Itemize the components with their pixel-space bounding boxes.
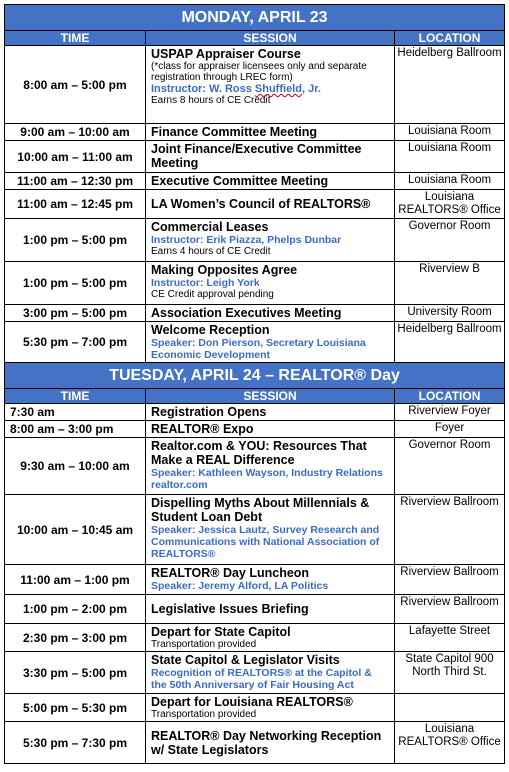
- time-cell: 5:30 pm – 7:00 pm: [5, 322, 146, 363]
- time-column-header: TIME: [5, 389, 146, 404]
- location-cell: Louisiana REALTORS® Office: [395, 722, 505, 764]
- time-cell: 9:00 am – 10:00 am: [5, 124, 146, 141]
- time-cell: 2:30 pm – 3:00 pm: [5, 624, 146, 652]
- location-cell: Riverview Ballroom: [395, 495, 505, 565]
- session-title: REALTOR® Day Networking Reception w/ State Legislators: [151, 728, 382, 757]
- session-title: Finance Committee Meeting: [151, 125, 317, 139]
- table-row: [5, 322, 505, 363]
- table-row: [5, 219, 505, 262]
- session-cell: [146, 404, 395, 421]
- time-cell: 11:00 am – 1:00 pm: [5, 565, 146, 595]
- session-speaker: Recognition of REALTORS® at the Capitol & the 50th Anniversary of Fair Housing Act: [151, 667, 372, 691]
- session-note: Transportation provided: [151, 709, 257, 720]
- session-title: Realtor.com & YOU: Resources That Make a REAL Difference: [151, 439, 367, 467]
- session-title: Depart for Louisiana REALTORS®: [151, 695, 353, 709]
- location-cell: Riverview B: [395, 262, 505, 305]
- session-cell: [146, 722, 395, 764]
- time-cell: 8:00 am – 5:00 pm: [5, 46, 146, 124]
- session-title: LA Women’s Council of REALTORS®: [151, 197, 371, 211]
- session-cell: [146, 219, 395, 262]
- session-title: Welcome Reception: [151, 323, 270, 337]
- table-row: [5, 495, 505, 565]
- time-cell: 9:30 am – 10:00 am: [5, 438, 146, 495]
- table-row: [5, 722, 505, 764]
- location-cell: Heidelberg Ballroom: [395, 46, 505, 124]
- tuesday-column-headers: [5, 389, 505, 404]
- session-title: USPAP Appraiser Course: [151, 47, 301, 61]
- table-row: [5, 190, 505, 219]
- session-speaker: Instructor: Erik Piazza, Phelps Dunbar: [151, 234, 342, 246]
- time-cell: 3:00 pm – 5:00 pm: [5, 305, 146, 322]
- session-cell: [146, 421, 395, 438]
- session-speaker: Speaker: Jeremy Alford, LA Politics: [151, 580, 329, 592]
- session-title: Dispelling Myths About Millennials & Student Loan Debt: [151, 496, 370, 524]
- session-speaker: Speaker: Jessica Lautz, Survey Research and Communications with National Association of REALTORS®: [151, 524, 380, 560]
- session-credit: Earns 4 hours of CE Credit: [151, 246, 271, 257]
- monday-day-header: MONDAY, APRIL 23: [5, 5, 505, 31]
- session-credit: Earns 8 hours of CE Credit: [151, 95, 271, 106]
- location-cell: Riverview Ballroom: [395, 595, 505, 624]
- time-cell: 10:00 am – 10:45 am: [5, 495, 146, 565]
- table-row: [5, 438, 505, 495]
- time-column-header: TIME: [5, 31, 146, 46]
- session-cell: [146, 124, 395, 141]
- table-row: [5, 652, 505, 694]
- session-title: REALTOR® Day Luncheon: [151, 566, 310, 580]
- session-title: Joint Finance/Executive Committee Meeting: [151, 142, 362, 170]
- time-cell: 7:30 am: [5, 404, 146, 421]
- session-speaker: Instructor: W. Ross Shuffield, Jr.: [151, 83, 321, 95]
- location-cell: Foyer: [395, 421, 505, 438]
- location-cell: [395, 694, 505, 722]
- session-note: Transportation provided: [151, 639, 257, 650]
- time-cell: 10:00 am – 11:00 am: [5, 141, 146, 173]
- session-cell: [146, 595, 395, 624]
- location-cell: Riverview Foyer: [395, 404, 505, 421]
- tuesday-day-header: TUESDAY, APRIL 24 – REALTOR® Day: [5, 363, 505, 389]
- table-row: [5, 46, 505, 124]
- location-column-header: LOCATION: [395, 389, 505, 404]
- session-cell: [146, 262, 395, 305]
- session-speaker: Instructor: Leigh York: [151, 277, 260, 289]
- session-cell: [146, 173, 395, 190]
- session-speaker: Speaker: Kathleen Wayson, Industry Relations realtor.com: [151, 467, 383, 491]
- location-cell: State Capitol 900 North Third St.: [395, 652, 505, 694]
- session-speaker: Speaker: Don Pierson, Secretary Louisiana Economic Development: [151, 337, 366, 361]
- location-cell: Governor Room: [395, 219, 505, 262]
- table-row: [5, 624, 505, 652]
- session-credit: CE Credit approval pending: [151, 289, 274, 300]
- monday-column-headers: [5, 31, 505, 46]
- session-cell: [146, 652, 395, 694]
- location-cell: Louisiana Room: [395, 173, 505, 190]
- time-cell: 1:00 pm – 2:00 pm: [5, 595, 146, 624]
- session-cell: [146, 495, 395, 565]
- session-title: Legislative Issues Briefing: [151, 602, 309, 616]
- session-title: Commercial Leases: [151, 220, 269, 234]
- table-row: [5, 262, 505, 305]
- time-cell: 1:00 pm – 5:00 pm: [5, 219, 146, 262]
- session-title: Registration Opens: [151, 405, 267, 419]
- location-cell: Louisiana REALTORS® Office: [395, 190, 505, 219]
- session-cell: [146, 322, 395, 363]
- time-cell: 1:00 pm – 5:00 pm: [5, 262, 146, 305]
- session-cell: [146, 438, 395, 495]
- table-row: [5, 305, 505, 322]
- session-cell: [146, 190, 395, 219]
- time-cell: 5:30 pm – 7:30 pm: [5, 722, 146, 764]
- time-cell: 11:00 am – 12:30 pm: [5, 173, 146, 190]
- session-title: Executive Committee Meeting: [151, 174, 329, 188]
- location-cell: Governor Room: [395, 438, 505, 495]
- schedule: [4, 4, 504, 764]
- session-note: (*class for appraiser licensees only and separate registration through LREC form): [151, 61, 367, 83]
- location-cell: University Room: [395, 305, 505, 322]
- location-cell: Louisiana Room: [395, 141, 505, 173]
- table-row: [5, 124, 505, 141]
- session-title: Association Executives Meeting: [151, 306, 342, 320]
- schedule-table: [4, 4, 505, 764]
- time-cell: 3:30 pm – 5:00 pm: [5, 652, 146, 694]
- session-cell: [146, 141, 395, 173]
- table-row: [5, 421, 505, 438]
- session-title: State Capitol & Legislator Visits: [151, 653, 340, 667]
- session-column-header: SESSION: [146, 389, 395, 404]
- table-row: [5, 173, 505, 190]
- session-cell: [146, 46, 395, 124]
- table-row: [5, 404, 505, 421]
- session-title: REALTOR® Expo: [151, 422, 254, 436]
- session-cell: [146, 305, 395, 322]
- location-cell: Heidelberg Ballroom: [395, 322, 505, 363]
- session-title: Making Opposites Agree: [151, 263, 298, 277]
- table-row: [5, 595, 505, 624]
- location-cell: Riverview Ballroom: [395, 565, 505, 595]
- location-cell: Lafayette Street: [395, 624, 505, 652]
- session-cell: [146, 694, 395, 722]
- table-row: [5, 565, 505, 595]
- time-cell: 5:00 pm – 5:30 pm: [5, 694, 146, 722]
- session-cell: [146, 624, 395, 652]
- time-cell: 8:00 am – 3:00 pm: [5, 421, 146, 438]
- table-row: [5, 141, 505, 173]
- session-title: Depart for State Capitol: [151, 625, 291, 639]
- table-row: [5, 694, 505, 722]
- spellcheck-underlined-word: Shuffield: [254, 83, 302, 95]
- session-column-header: SESSION: [146, 31, 395, 46]
- location-cell: Louisiana Room: [395, 124, 505, 141]
- session-cell: [146, 565, 395, 595]
- time-cell: 11:00 am – 12:45 pm: [5, 190, 146, 219]
- location-column-header: LOCATION: [395, 31, 505, 46]
